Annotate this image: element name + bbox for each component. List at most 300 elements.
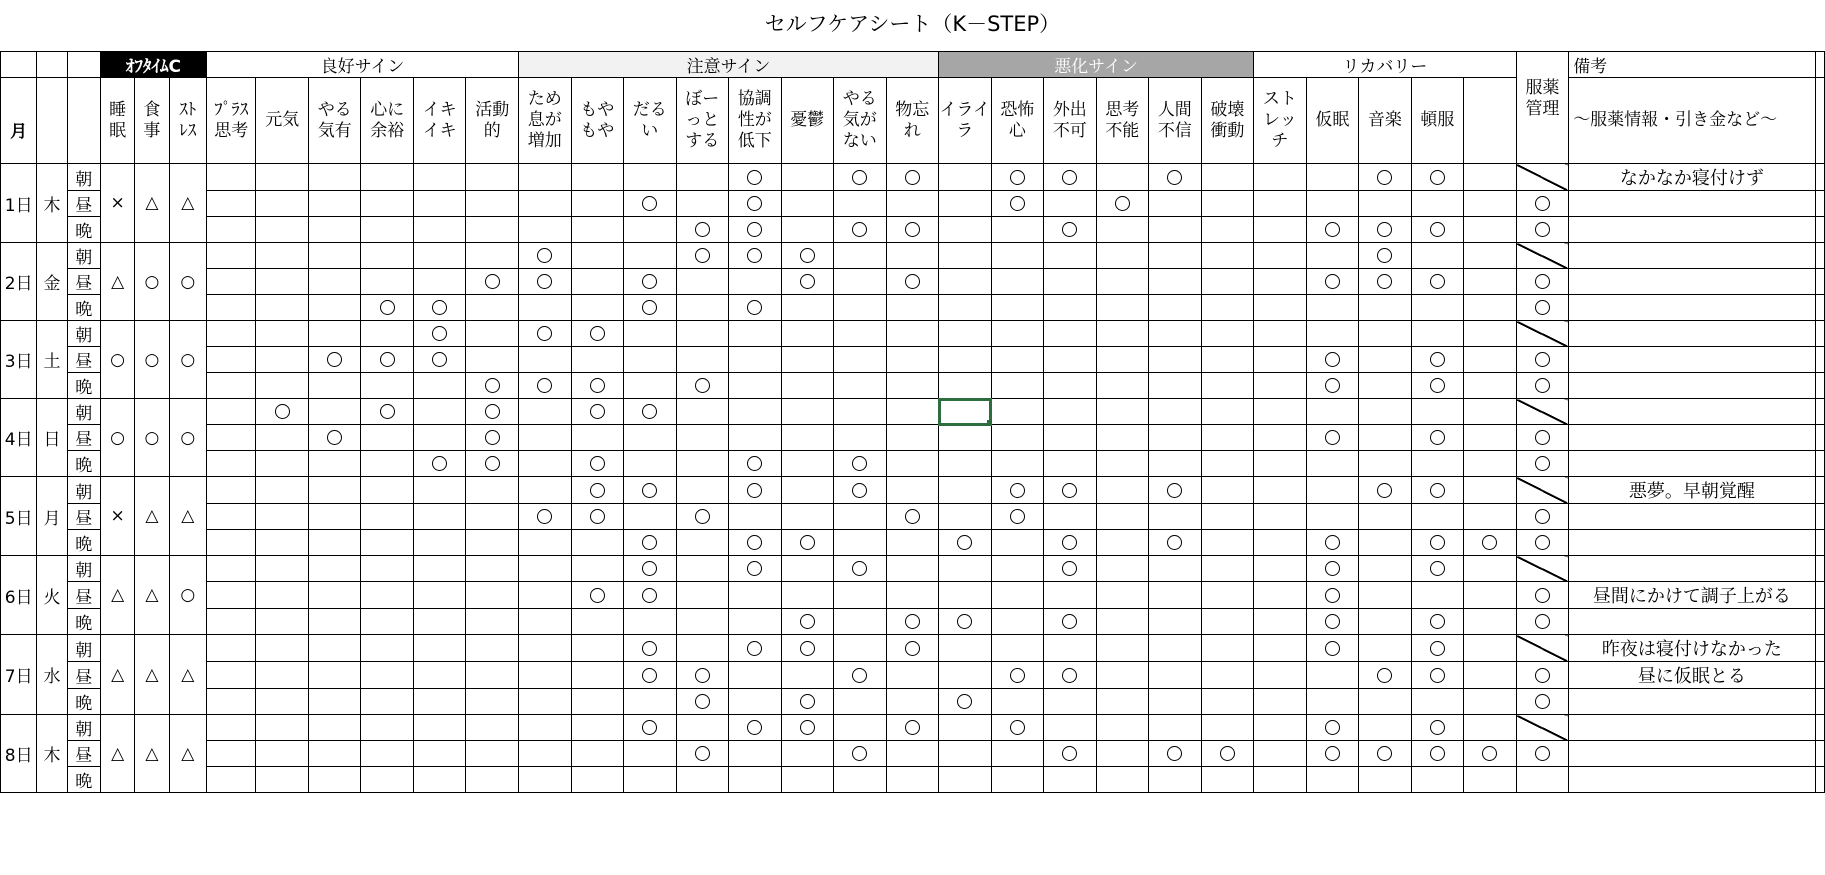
check-cell[interactable]	[1306, 609, 1359, 635]
check-cell[interactable]	[361, 635, 414, 662]
check-cell[interactable]	[308, 295, 361, 321]
check-cell[interactable]	[571, 767, 624, 793]
offtime-cell[interactable]: △	[100, 715, 134, 793]
blank-cell[interactable]	[37, 78, 67, 164]
check-cell[interactable]	[571, 243, 624, 269]
check-cell[interactable]	[413, 347, 466, 373]
check-cell[interactable]	[1201, 451, 1254, 477]
check-cell[interactable]	[729, 217, 782, 243]
check-cell[interactable]	[886, 451, 939, 477]
check-cell[interactable]	[624, 321, 677, 347]
edge-cell[interactable]	[1815, 243, 1824, 269]
check-cell[interactable]	[206, 164, 255, 191]
check-cell[interactable]	[676, 451, 729, 477]
check-cell[interactable]	[834, 295, 887, 321]
note-cell[interactable]	[1569, 399, 1815, 425]
check-cell[interactable]	[834, 530, 887, 556]
check-cell[interactable]	[1359, 530, 1412, 556]
check-cell[interactable]	[781, 451, 834, 477]
check-cell[interactable]	[1411, 582, 1464, 609]
check-cell[interactable]	[1044, 767, 1097, 793]
check-cell[interactable]	[1096, 662, 1149, 689]
check-cell[interactable]	[729, 269, 782, 295]
check-cell[interactable]	[781, 399, 834, 425]
check-cell[interactable]	[1254, 321, 1307, 347]
edge-cell[interactable]	[1815, 741, 1824, 767]
edge-cell[interactable]	[1815, 582, 1824, 609]
weekday-cell[interactable]: 土	[37, 321, 67, 399]
check-cell[interactable]	[1306, 582, 1359, 609]
offtime-cell[interactable]: ×	[100, 477, 134, 556]
column-header-17[interactable]	[939, 78, 992, 164]
check-cell[interactable]	[781, 609, 834, 635]
check-cell[interactable]	[1464, 556, 1517, 582]
check-cell[interactable]	[1306, 477, 1359, 504]
check-cell[interactable]	[519, 504, 572, 530]
check-cell[interactable]	[886, 504, 939, 530]
column-header-21[interactable]	[1149, 78, 1202, 164]
weekday-cell[interactable]: 木	[37, 715, 67, 793]
column-header-5[interactable]	[308, 78, 361, 164]
check-cell[interactable]	[519, 243, 572, 269]
check-cell[interactable]	[1306, 191, 1359, 217]
note-cell[interactable]	[1569, 689, 1815, 715]
check-cell[interactable]	[1254, 741, 1307, 767]
offtime-cell[interactable]: ○	[100, 321, 134, 399]
check-cell[interactable]	[206, 477, 255, 504]
check-cell[interactable]	[206, 425, 255, 451]
check-cell[interactable]	[781, 662, 834, 689]
med-cell[interactable]	[1516, 582, 1569, 609]
check-cell[interactable]	[676, 347, 729, 373]
check-cell[interactable]	[624, 635, 677, 662]
check-cell[interactable]	[1149, 715, 1202, 741]
check-cell[interactable]	[676, 530, 729, 556]
check-cell[interactable]	[781, 425, 834, 451]
time-cell[interactable]: 昼	[67, 191, 100, 217]
weekday-cell[interactable]: 木	[37, 164, 67, 243]
offtime-cell[interactable]: △	[135, 635, 169, 715]
check-cell[interactable]	[206, 321, 255, 347]
check-cell[interactable]	[1306, 269, 1359, 295]
check-cell[interactable]	[1411, 295, 1464, 321]
check-cell[interactable]	[519, 689, 572, 715]
check-cell[interactable]	[1411, 635, 1464, 662]
check-cell[interactable]	[256, 477, 309, 504]
check-cell[interactable]	[939, 662, 992, 689]
med-cell[interactable]	[1516, 164, 1569, 191]
check-cell[interactable]	[886, 321, 939, 347]
note-cell[interactable]	[1569, 530, 1815, 556]
check-cell[interactable]	[624, 556, 677, 582]
check-cell[interactable]	[939, 504, 992, 530]
check-cell[interactable]	[1254, 399, 1307, 425]
check-cell[interactable]	[1359, 217, 1412, 243]
check-cell[interactable]	[206, 347, 255, 373]
med-header-top[interactable]	[1516, 52, 1569, 78]
check-cell[interactable]	[1306, 635, 1359, 662]
check-cell[interactable]	[781, 243, 834, 269]
check-cell[interactable]	[1306, 295, 1359, 321]
med-cell[interactable]	[1516, 399, 1569, 425]
check-cell[interactable]	[1306, 425, 1359, 451]
check-cell[interactable]	[781, 582, 834, 609]
check-cell[interactable]	[308, 243, 361, 269]
check-cell[interactable]	[519, 767, 572, 793]
column-header-3[interactable]	[206, 78, 255, 164]
check-cell[interactable]	[1096, 321, 1149, 347]
check-cell[interactable]	[1149, 164, 1202, 191]
check-cell[interactable]	[1096, 399, 1149, 425]
note-cell[interactable]	[1569, 504, 1815, 530]
check-cell[interactable]	[206, 715, 255, 741]
check-cell[interactable]	[413, 715, 466, 741]
med-cell[interactable]	[1516, 689, 1569, 715]
check-cell[interactable]	[729, 741, 782, 767]
check-cell[interactable]	[1306, 217, 1359, 243]
check-cell[interactable]	[413, 217, 466, 243]
day-cell[interactable]: 5日	[1, 477, 37, 556]
check-cell[interactable]	[571, 425, 624, 451]
med-cell[interactable]	[1516, 662, 1569, 689]
time-cell[interactable]: 朝	[67, 477, 100, 504]
check-cell[interactable]	[676, 295, 729, 321]
check-cell[interactable]	[1096, 347, 1149, 373]
check-cell[interactable]	[1254, 164, 1307, 191]
column-header-20[interactable]	[1096, 78, 1149, 164]
check-cell[interactable]	[834, 321, 887, 347]
edge-cell[interactable]	[1815, 78, 1824, 164]
check-cell[interactable]	[1149, 295, 1202, 321]
check-cell[interactable]	[206, 556, 255, 582]
check-cell[interactable]	[1411, 741, 1464, 767]
check-cell[interactable]	[466, 217, 519, 243]
check-cell[interactable]	[1359, 295, 1412, 321]
check-cell[interactable]	[1149, 451, 1202, 477]
check-cell[interactable]	[519, 635, 572, 662]
check-cell[interactable]	[781, 556, 834, 582]
check-cell[interactable]	[206, 767, 255, 793]
check-cell[interactable]	[1254, 609, 1307, 635]
check-cell[interactable]	[886, 477, 939, 504]
check-cell[interactable]	[1359, 451, 1412, 477]
check-cell[interactable]	[206, 609, 255, 635]
check-cell[interactable]	[676, 243, 729, 269]
check-cell[interactable]	[834, 425, 887, 451]
check-cell[interactable]	[1254, 425, 1307, 451]
check-cell[interactable]	[624, 689, 677, 715]
check-cell[interactable]	[834, 715, 887, 741]
column-header-18[interactable]	[991, 78, 1044, 164]
check-cell[interactable]	[256, 689, 309, 715]
check-cell[interactable]	[1359, 609, 1412, 635]
check-cell[interactable]	[834, 191, 887, 217]
time-cell[interactable]: 晩	[67, 609, 100, 635]
note-cell[interactable]: 悪夢。早朝覚醒	[1569, 477, 1815, 504]
check-cell[interactable]	[466, 530, 519, 556]
note-cell[interactable]: 昼に仮眠とる	[1569, 662, 1815, 689]
check-cell[interactable]	[1096, 689, 1149, 715]
note-cell[interactable]	[1569, 741, 1815, 767]
check-cell[interactable]	[466, 164, 519, 191]
med-cell[interactable]	[1516, 609, 1569, 635]
check-cell[interactable]	[308, 164, 361, 191]
check-cell[interactable]	[624, 243, 677, 269]
check-cell[interactable]	[206, 741, 255, 767]
time-cell[interactable]: 昼	[67, 582, 100, 609]
check-cell[interactable]	[1149, 556, 1202, 582]
check-cell[interactable]	[676, 767, 729, 793]
check-cell[interactable]	[624, 609, 677, 635]
check-cell[interactable]	[1359, 689, 1412, 715]
edge-cell[interactable]	[1815, 217, 1824, 243]
check-cell[interactable]	[1464, 741, 1517, 767]
check-cell[interactable]	[1359, 373, 1412, 399]
check-cell[interactable]	[1359, 347, 1412, 373]
check-cell[interactable]	[991, 451, 1044, 477]
check-cell[interactable]	[413, 425, 466, 451]
med-cell[interactable]	[1516, 767, 1569, 793]
check-cell[interactable]	[1254, 477, 1307, 504]
edge-cell[interactable]	[1815, 295, 1824, 321]
check-cell[interactable]	[991, 767, 1044, 793]
edge-cell[interactable]	[1815, 425, 1824, 451]
time-cell[interactable]: 朝	[67, 556, 100, 582]
med-header[interactable]	[1516, 78, 1569, 164]
check-cell[interactable]	[571, 347, 624, 373]
check-cell[interactable]	[519, 295, 572, 321]
check-cell[interactable]	[308, 191, 361, 217]
check-cell[interactable]	[206, 243, 255, 269]
check-cell[interactable]	[729, 164, 782, 191]
check-cell[interactable]	[729, 504, 782, 530]
check-cell[interactable]	[308, 217, 361, 243]
check-cell[interactable]	[571, 530, 624, 556]
check-cell[interactable]	[1149, 347, 1202, 373]
column-header-27[interactable]	[1464, 78, 1517, 164]
med-cell[interactable]	[1516, 741, 1569, 767]
check-cell[interactable]	[413, 321, 466, 347]
check-cell[interactable]	[256, 662, 309, 689]
check-cell[interactable]	[1254, 269, 1307, 295]
check-cell[interactable]	[834, 556, 887, 582]
check-cell[interactable]	[1044, 504, 1097, 530]
check-cell[interactable]	[1254, 689, 1307, 715]
check-cell[interactable]	[361, 451, 414, 477]
check-cell[interactable]	[413, 373, 466, 399]
med-cell[interactable]	[1516, 217, 1569, 243]
check-cell[interactable]	[781, 477, 834, 504]
check-cell[interactable]	[1149, 399, 1202, 425]
offtime-cell[interactable]: ○	[169, 243, 206, 321]
check-cell[interactable]	[1359, 556, 1412, 582]
check-cell[interactable]	[1149, 243, 1202, 269]
check-cell[interactable]	[1201, 556, 1254, 582]
check-cell[interactable]	[1411, 662, 1464, 689]
check-cell[interactable]	[1359, 767, 1412, 793]
column-header-12[interactable]	[676, 78, 729, 164]
check-cell[interactable]	[571, 399, 624, 425]
check-cell[interactable]	[1044, 399, 1097, 425]
check-cell[interactable]	[939, 530, 992, 556]
check-cell[interactable]	[834, 662, 887, 689]
check-cell[interactable]	[1359, 635, 1412, 662]
check-cell[interactable]	[991, 504, 1044, 530]
check-cell[interactable]	[466, 635, 519, 662]
check-cell[interactable]	[676, 504, 729, 530]
check-cell[interactable]	[676, 635, 729, 662]
check-cell[interactable]	[1044, 715, 1097, 741]
offtime-cell[interactable]: ○	[169, 321, 206, 399]
check-cell[interactable]	[361, 425, 414, 451]
check-cell[interactable]	[939, 582, 992, 609]
check-cell[interactable]	[308, 530, 361, 556]
column-header-24[interactable]	[1306, 78, 1359, 164]
check-cell[interactable]	[1464, 373, 1517, 399]
check-cell[interactable]	[1254, 217, 1307, 243]
check-cell[interactable]	[676, 321, 729, 347]
check-cell[interactable]	[676, 399, 729, 425]
check-cell[interactable]	[834, 609, 887, 635]
check-cell[interactable]	[1411, 191, 1464, 217]
check-cell[interactable]	[1464, 347, 1517, 373]
check-cell[interactable]	[1044, 321, 1097, 347]
check-cell[interactable]	[1149, 530, 1202, 556]
check-cell[interactable]	[1044, 373, 1097, 399]
check-cell[interactable]	[834, 689, 887, 715]
check-cell[interactable]	[206, 269, 255, 295]
check-cell[interactable]	[1044, 164, 1097, 191]
blank-cell[interactable]	[1, 52, 37, 78]
check-cell[interactable]	[1359, 321, 1412, 347]
check-cell[interactable]	[1464, 451, 1517, 477]
check-cell[interactable]	[1306, 556, 1359, 582]
check-cell[interactable]	[206, 689, 255, 715]
offtime-cell[interactable]: △	[100, 243, 134, 321]
check-cell[interactable]	[1464, 164, 1517, 191]
check-cell[interactable]	[1306, 399, 1359, 425]
check-cell[interactable]	[413, 191, 466, 217]
check-cell[interactable]	[413, 741, 466, 767]
check-cell[interactable]	[1411, 556, 1464, 582]
check-cell[interactable]	[886, 164, 939, 191]
check-cell[interactable]	[991, 191, 1044, 217]
check-cell[interactable]	[1411, 243, 1464, 269]
check-cell[interactable]	[466, 191, 519, 217]
check-cell[interactable]	[991, 347, 1044, 373]
check-cell[interactable]	[1254, 767, 1307, 793]
check-cell[interactable]	[939, 347, 992, 373]
check-cell[interactable]	[206, 399, 255, 425]
day-cell[interactable]: 8日	[1, 715, 37, 793]
time-cell[interactable]: 晩	[67, 295, 100, 321]
check-cell[interactable]	[729, 635, 782, 662]
check-cell[interactable]	[1044, 689, 1097, 715]
check-cell[interactable]	[361, 689, 414, 715]
check-cell[interactable]	[308, 741, 361, 767]
check-cell[interactable]	[466, 609, 519, 635]
check-cell[interactable]	[1201, 347, 1254, 373]
note-cell[interactable]	[1569, 715, 1815, 741]
check-cell[interactable]	[308, 504, 361, 530]
check-cell[interactable]	[991, 373, 1044, 399]
check-cell[interactable]	[519, 556, 572, 582]
check-cell[interactable]	[1306, 243, 1359, 269]
check-cell[interactable]	[361, 164, 414, 191]
check-cell[interactable]	[308, 556, 361, 582]
check-cell[interactable]	[886, 243, 939, 269]
check-cell[interactable]	[466, 425, 519, 451]
check-cell[interactable]	[1149, 582, 1202, 609]
check-cell[interactable]	[256, 347, 309, 373]
check-cell[interactable]	[1149, 191, 1202, 217]
check-cell[interactable]	[676, 425, 729, 451]
check-cell[interactable]	[1464, 399, 1517, 425]
weekday-cell[interactable]: 金	[37, 243, 67, 321]
column-header-13[interactable]	[729, 78, 782, 164]
check-cell[interactable]	[1201, 191, 1254, 217]
check-cell[interactable]	[206, 635, 255, 662]
check-cell[interactable]	[413, 662, 466, 689]
check-cell[interactable]	[256, 191, 309, 217]
check-cell[interactable]	[1096, 635, 1149, 662]
offtime-cell[interactable]: ○	[135, 321, 169, 399]
check-cell[interactable]	[991, 243, 1044, 269]
check-cell[interactable]	[1201, 504, 1254, 530]
check-cell[interactable]	[1411, 767, 1464, 793]
check-cell[interactable]	[1464, 191, 1517, 217]
check-cell[interactable]	[1044, 609, 1097, 635]
med-cell[interactable]	[1516, 243, 1569, 269]
check-cell[interactable]	[361, 582, 414, 609]
check-cell[interactable]	[256, 295, 309, 321]
check-cell[interactable]	[624, 164, 677, 191]
check-cell[interactable]	[361, 741, 414, 767]
check-cell[interactable]	[781, 321, 834, 347]
check-cell[interactable]	[206, 373, 255, 399]
check-cell[interactable]	[886, 217, 939, 243]
day-cell[interactable]: 2日	[1, 243, 37, 321]
check-cell[interactable]	[1096, 373, 1149, 399]
column-header-0[interactable]	[100, 78, 134, 164]
check-cell[interactable]	[624, 741, 677, 767]
check-cell[interactable]	[1359, 243, 1412, 269]
med-cell[interactable]	[1516, 477, 1569, 504]
check-cell[interactable]	[1096, 425, 1149, 451]
check-cell[interactable]	[729, 347, 782, 373]
check-cell[interactable]	[676, 556, 729, 582]
check-cell[interactable]	[1149, 504, 1202, 530]
check-cell[interactable]	[886, 295, 939, 321]
check-cell[interactable]	[1254, 662, 1307, 689]
check-cell[interactable]	[466, 451, 519, 477]
check-cell[interactable]	[519, 269, 572, 295]
check-cell[interactable]	[413, 477, 466, 504]
check-cell[interactable]	[676, 741, 729, 767]
check-cell[interactable]	[1411, 321, 1464, 347]
check-cell[interactable]	[729, 295, 782, 321]
check-cell[interactable]	[939, 164, 992, 191]
group-offtime[interactable]: ｵﾌﾀｲﾑC	[100, 52, 206, 78]
check-cell[interactable]	[729, 243, 782, 269]
check-cell[interactable]	[413, 295, 466, 321]
check-cell[interactable]	[886, 635, 939, 662]
check-cell[interactable]	[1149, 217, 1202, 243]
time-cell[interactable]: 朝	[67, 715, 100, 741]
check-cell[interactable]	[676, 609, 729, 635]
check-cell[interactable]	[676, 582, 729, 609]
note-cell[interactable]	[1569, 451, 1815, 477]
